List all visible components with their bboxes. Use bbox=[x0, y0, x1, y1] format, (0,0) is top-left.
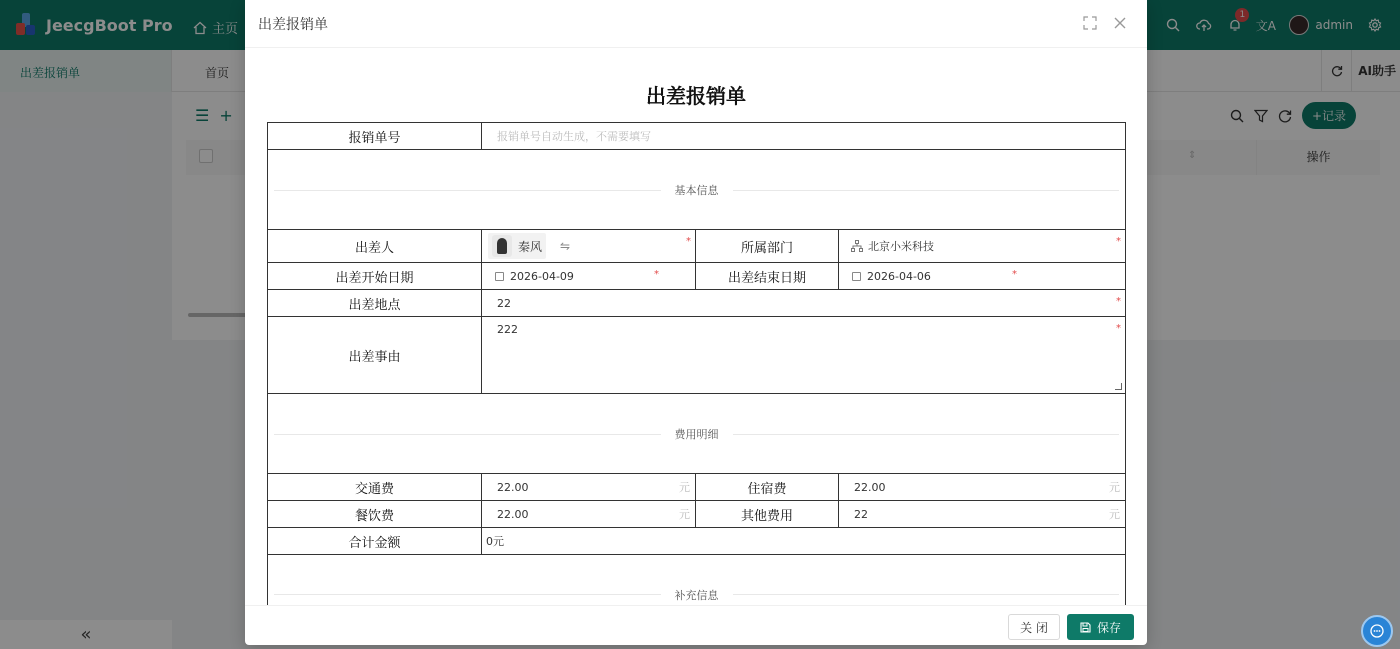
other-fee-label: 其他费用 bbox=[695, 500, 839, 528]
add-record-button[interactable]: +记录 bbox=[1302, 102, 1356, 129]
section-fee-title: 费用明细 bbox=[661, 426, 733, 442]
reason-value: 222 bbox=[497, 323, 518, 336]
resize-handle[interactable] bbox=[1115, 383, 1122, 390]
place-value: 22 bbox=[497, 296, 511, 310]
close-icon[interactable] bbox=[1113, 16, 1127, 30]
place-label: 出差地点 bbox=[267, 289, 482, 317]
add-icon[interactable]: + bbox=[219, 106, 233, 125]
meal-fee-value: 22.00 bbox=[497, 507, 529, 521]
save-icon bbox=[1080, 622, 1091, 633]
calendar-icon bbox=[852, 272, 861, 281]
start-date-field[interactable] bbox=[481, 262, 696, 290]
required-mark: * bbox=[1116, 323, 1121, 334]
sort-icon[interactable]: ⇕ bbox=[1188, 150, 1197, 161]
save-label: 保存 bbox=[1096, 620, 1121, 635]
reason-label: 出差事由 bbox=[267, 316, 482, 394]
section-extra-title: 补充信息 bbox=[661, 587, 733, 603]
double-chevron-left-icon: « bbox=[80, 624, 92, 645]
required-mark: * bbox=[654, 269, 659, 280]
end-date-value: 2026-04-06 bbox=[867, 269, 931, 283]
section-fee-detail bbox=[267, 393, 1126, 474]
ai-assistant-button[interactable]: AI助手 bbox=[1351, 50, 1400, 92]
hotel-fee-value: 22.00 bbox=[854, 480, 886, 494]
save-button[interactable] bbox=[1067, 614, 1134, 640]
modal-title: 出差报销单 bbox=[258, 16, 328, 33]
org-tree-icon bbox=[851, 240, 863, 252]
reason-textarea[interactable] bbox=[481, 316, 1126, 394]
expense-no-label: 报销单号 bbox=[267, 122, 482, 150]
travel-expense-modal bbox=[245, 0, 1147, 645]
user-name: admin bbox=[1315, 18, 1353, 32]
start-date-value: 2026-04-09 bbox=[510, 269, 574, 283]
end-date-field[interactable] bbox=[838, 262, 1126, 290]
dept-label: 所属部门 bbox=[695, 229, 839, 263]
traffic-fee-field[interactable] bbox=[481, 473, 696, 501]
traveler-label: 出差人 bbox=[267, 229, 482, 263]
expense-no-field[interactable] bbox=[481, 122, 1126, 150]
modal-body bbox=[245, 48, 1147, 605]
required-mark: * bbox=[1116, 236, 1121, 247]
unit-suffix: 元 bbox=[1109, 508, 1120, 521]
other-fee-field[interactable] bbox=[838, 500, 1126, 528]
other-fee-value: 22 bbox=[854, 507, 868, 521]
chat-float-button[interactable] bbox=[1361, 615, 1393, 647]
modal-footer bbox=[245, 605, 1147, 645]
meal-fee-label: 餐饮费 bbox=[267, 500, 482, 528]
chat-icon bbox=[1369, 623, 1385, 639]
hotel-fee-label: 住宿费 bbox=[695, 473, 839, 501]
unit-suffix: 元 bbox=[679, 481, 690, 494]
required-mark: * bbox=[1012, 269, 1017, 280]
tab-home[interactable]: 首页 bbox=[205, 66, 230, 80]
traffic-fee-value: 22.00 bbox=[497, 480, 529, 494]
ops-column-header: 操作 bbox=[1256, 140, 1380, 175]
traffic-fee-label: 交通费 bbox=[267, 473, 482, 501]
required-mark: * bbox=[1116, 296, 1121, 307]
dept-field[interactable] bbox=[838, 229, 1126, 263]
unit-suffix: 元 bbox=[679, 508, 690, 521]
form-title: 出差报销单 bbox=[646, 84, 746, 108]
total-label: 合计金额 bbox=[267, 527, 482, 555]
unit-suffix: 元 bbox=[1109, 481, 1120, 494]
end-date-label: 出差结束日期 bbox=[695, 262, 839, 290]
calendar-icon bbox=[495, 272, 504, 281]
start-date-label: 出差开始日期 bbox=[267, 262, 482, 290]
logo-text: JeecgBoot Pro bbox=[46, 15, 173, 35]
hotel-fee-field[interactable] bbox=[838, 473, 1126, 501]
section-basic-title: 基本信息 bbox=[661, 182, 733, 198]
menu-icon[interactable]: ☰ bbox=[195, 106, 210, 125]
traveler-avatar bbox=[492, 235, 512, 257]
dept-value: 北京小米科技 bbox=[868, 240, 934, 253]
traveler-tag bbox=[488, 233, 546, 259]
traveler-name: 秦风 bbox=[518, 239, 543, 254]
required-mark: * bbox=[686, 236, 691, 247]
total-value: 0元 bbox=[486, 535, 504, 548]
section-basic-info bbox=[267, 149, 1126, 230]
expense-no-placeholder: 报销单号自动生成，不需要填写 bbox=[497, 130, 651, 143]
modal-header bbox=[245, 0, 1147, 48]
close-button[interactable]: 关 闭 bbox=[1008, 614, 1060, 640]
traveler-field[interactable] bbox=[481, 229, 696, 263]
total-field bbox=[481, 527, 1126, 555]
section-extra-info bbox=[267, 554, 1126, 605]
translate-icon: 文A bbox=[1255, 18, 1276, 33]
tab-travel-expense[interactable]: 出差报销单 bbox=[0, 50, 172, 92]
fullscreen-icon[interactable] bbox=[1083, 16, 1097, 30]
swap-icon[interactable]: ⇋ bbox=[560, 239, 571, 253]
place-field[interactable] bbox=[481, 289, 1126, 317]
meal-fee-field[interactable] bbox=[481, 500, 696, 528]
notification-badge: 1 bbox=[1235, 8, 1249, 22]
home-nav-label: 主页 bbox=[212, 22, 239, 37]
